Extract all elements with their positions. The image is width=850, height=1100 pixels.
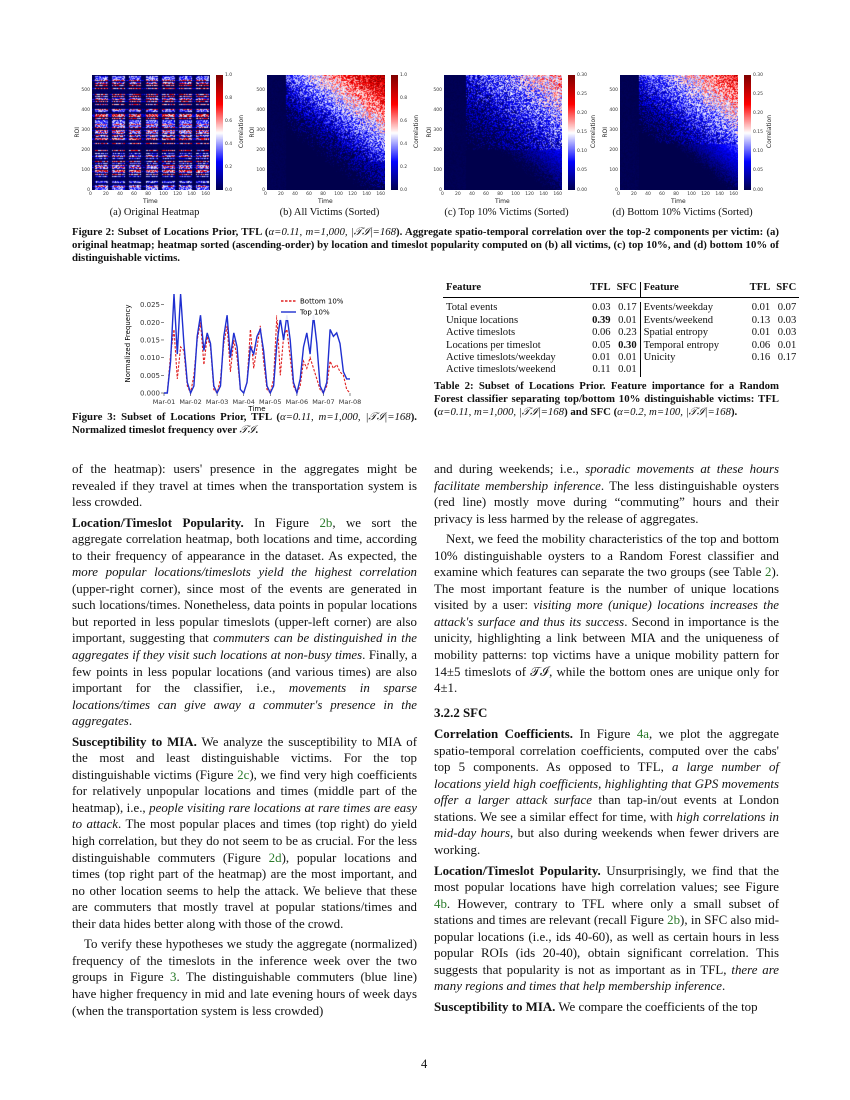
x-tick-label: 80	[145, 192, 151, 197]
x-tick-label: 0	[89, 192, 92, 197]
table-cell: 0.30	[614, 340, 641, 352]
text: movements in sparse locations/times can give away a commuter's presence in the aggregates	[72, 681, 418, 729]
y-tick-label: 200	[609, 147, 618, 153]
x-axis-label: Time	[495, 198, 510, 205]
figure-3	[72, 286, 417, 411]
caption-text: ). Aggregate spatio-temporal correlation over the top-2 components per victim: (a) original heatmap; heatmap sorted (ascending-order) by location and timeslot popularity computed on (b) all victims, (c) top 10%, and (d) bottom 10% of distinguishable victims.	[72, 226, 780, 265]
text: ). The most important feature is the number of unique locations visited by a user:	[434, 565, 779, 613]
column-header: SFC	[773, 282, 799, 298]
table-cell: 0.05	[592, 339, 611, 351]
paragraph	[72, 936, 417, 1019]
paragraph	[434, 461, 779, 527]
text: In Figure	[573, 727, 637, 742]
table-cell	[640, 364, 747, 376]
caption-text: Figure 2: Subset of Locations Prior, TFL (	[72, 226, 269, 238]
x-tick-label: 100	[159, 192, 168, 197]
x-tick-label: Mar-06	[285, 398, 309, 406]
colorbar-tick-label: 0.6	[225, 118, 233, 124]
colorbar-tick-label: 1.0	[225, 72, 233, 78]
table-row	[443, 352, 799, 364]
paragraph	[72, 515, 417, 730]
table-cell: Total events	[446, 302, 498, 314]
table-cell: Unicity	[643, 352, 676, 364]
colorbar-tick-label: 0.4	[225, 141, 233, 147]
caption-text: ℐ	[362, 226, 370, 238]
x-tick-label: 0	[264, 192, 267, 197]
y-tick-label: 200	[256, 147, 265, 153]
text: more popular locations/timeslots yield the highest correlation	[72, 565, 417, 580]
caption-text: .	[255, 424, 259, 437]
caption-text: α=0.11, m=1,000, |𝒯ℐ|=168	[279, 411, 411, 423]
x-tick-label: 120	[348, 192, 357, 197]
table-cell: Spatial entropy	[643, 327, 709, 339]
paragraph	[72, 734, 417, 933]
table-cell	[773, 364, 799, 376]
heatmap-panel-d	[600, 70, 772, 220]
colorbar-tick-label: 0.10	[577, 149, 588, 155]
x-tick-label: 40	[645, 192, 651, 197]
x-tick-label: 120	[525, 192, 534, 197]
colorbar-tick-label: 0.10	[753, 149, 764, 155]
table-cell: 0.13	[751, 314, 771, 326]
paragraph-heading: Susceptibility to MIA.	[72, 734, 197, 749]
y-tick-label: 300	[256, 127, 265, 133]
cross-reference-link[interactable]: 2d	[268, 850, 282, 865]
text: In Figure	[243, 515, 320, 530]
y-tick-label: 0	[439, 187, 442, 193]
column-header: TFL	[587, 282, 614, 298]
text: ), popular locations and times (top right part of the heatmap) are the most important, and no other location seems to help the attack. We believe that these are commuters that mostly travel at popular stations/times and their data hides better along with those of the crowd.	[72, 850, 417, 931]
heatmap-panel-c	[424, 70, 596, 220]
text: and during weekends; i.e.,	[434, 462, 586, 476]
text: We analyze the susceptibility to MIA of the most and least distinguishable victims. For the top distinguishable victims (Figure	[72, 734, 417, 782]
x-tick-label: 40	[469, 192, 475, 197]
heatmap-panel-b	[247, 70, 419, 220]
table-cell: 0.01	[777, 339, 797, 351]
y-tick-label: 500	[433, 87, 442, 93]
text: people visiting rare locations at rare times are easy to attack	[72, 800, 417, 832]
paragraph-heading: Location/Timeslot Popularity.	[434, 863, 601, 878]
x-tick-label: 140	[362, 192, 371, 197]
caption-text: Figure 3: Subset of Locations Prior, TFL (	[72, 411, 280, 423]
paragraph	[434, 999, 779, 1016]
x-tick-label: 60	[306, 192, 312, 197]
text: , but also during weekends when fewer drivers are working.	[434, 826, 779, 858]
y-tick-label: 0.015	[139, 336, 160, 345]
colorbar-tick-label: 0.15	[753, 130, 764, 135]
column-header: Feature	[640, 282, 747, 298]
y-axis-label: ROI	[249, 126, 256, 138]
x-tick-label: 140	[539, 192, 548, 197]
table-cell: 0.01	[751, 327, 771, 339]
x-tick-label: 20	[631, 192, 637, 197]
x-tick-label: 60	[659, 192, 665, 197]
colorbar-tick-label: 0.0	[225, 187, 233, 193]
y-axis-label: ROI	[426, 126, 433, 138]
x-axis-label: Time	[671, 198, 686, 205]
x-tick-label: 100	[511, 192, 520, 197]
colorbar-tick-label: 0.20	[577, 110, 588, 116]
paragraph	[434, 726, 779, 858]
y-tick-label: 0.005	[139, 371, 160, 380]
line-chart	[72, 286, 417, 411]
x-tick-label: 80	[497, 192, 503, 197]
x-tick-label: Mar-03	[205, 398, 229, 406]
x-tick-label: 40	[292, 192, 298, 197]
text: commuters can be distinguished in the aggregates if they visit such locations at non-busy times	[72, 631, 417, 663]
text: . Second in importance is the unicity, highlighting a link between MIA and the uniqueness of mobility patterns: top victims have a unique mobility pattern for 14±5 timeslots of 𝒯ℐ, while the bottom ones are unique only for 4±1.	[434, 614, 780, 696]
table-row	[443, 340, 799, 352]
y-tick-label: 200	[433, 147, 442, 153]
caption-text: ). Normalized timeslot frequency over	[72, 411, 417, 437]
caption-text: α=0.2, m=100, |𝒯ℐ|=168	[617, 406, 731, 419]
heatmap	[444, 75, 562, 190]
cross-reference-link[interactable]: 4b	[434, 896, 447, 911]
colorbar-tick-label: 0.0	[400, 187, 408, 193]
section-heading: 3.2.2 SFC	[434, 705, 488, 720]
colorbar-tick-label: 0.25	[753, 91, 764, 97]
x-tick-label: 40	[117, 192, 123, 197]
text: , we plot the aggregate spatio-temporal correlation coefficients, computed over the cabs' top 5 components. As opposed to TFL,	[434, 727, 780, 775]
x-tick-label: 140	[187, 192, 196, 197]
table-cell: Active timeslots/weekend	[446, 364, 556, 376]
table-cell: 0.17	[614, 302, 641, 314]
text: a large number of locations yield high coefficients, highlighting that GPS movements offer a larger attack surface	[434, 760, 779, 808]
colorbar-tick-label: 0.05	[577, 168, 588, 174]
text: sporadic movements at these hours facilitate membership inference	[434, 462, 779, 493]
table-header	[443, 282, 799, 298]
heatmap	[620, 75, 738, 190]
y-tick-label: 100	[433, 167, 442, 173]
y-tick-label: 300	[609, 127, 618, 133]
x-tick-label: Mar-02	[179, 398, 202, 406]
colorbar	[744, 75, 751, 190]
caption-text: ).	[730, 406, 738, 419]
y-tick-label: 500	[81, 87, 90, 93]
x-tick-label: Mar-01	[152, 398, 176, 406]
x-tick-label: 120	[701, 192, 710, 197]
heatmap-panel-a	[72, 70, 244, 220]
colorbar-tick-label: 0.00	[753, 187, 764, 193]
x-tick-label: 20	[455, 192, 461, 197]
colorbar-tick-label: 0.4	[400, 141, 408, 147]
x-tick-label: Mar-05	[259, 398, 282, 406]
table-cell: Unique locations	[446, 314, 519, 326]
y-tick-label: 0	[87, 187, 90, 193]
table-cell: 0.07	[777, 302, 797, 314]
heatmap	[92, 75, 210, 190]
text: . The distinguishable commuters (blue line) have higher frequency in mid and late evening hours of week days (when the transportation system is less crowded)	[72, 970, 417, 1018]
y-tick-label: 400	[81, 107, 90, 113]
x-tick-label: 60	[131, 192, 137, 197]
column-header: Feature	[443, 282, 587, 298]
colorbar	[391, 75, 398, 190]
text: .	[721, 979, 726, 994]
y-tick-label: 0.025	[139, 301, 160, 310]
colorbar-tick-label: 0.30	[753, 72, 764, 78]
text: of the heatmap): users' presence in the aggregates might be revealed if they travel at times when the transportation system is less crowded.	[72, 462, 417, 510]
text: visiting more (unique) locations increases the attack's surface and thus its success	[434, 598, 779, 629]
paragraph	[434, 863, 779, 995]
table-cell: 0.06	[592, 327, 611, 339]
table-2-caption	[434, 380, 779, 420]
x-tick-label: 0	[617, 192, 620, 197]
text: Next, we feed the mobility characteristics of the top and bottom 10% distinguishable oysters to a Random Forest classifier and examine which features can separate the two groups (see Table	[434, 532, 779, 580]
heatmap	[267, 75, 385, 190]
text: (upper-right corner), since most of the events are generated in such locations/times. Nonetheless, data points in popular locations but reported in less popular timeslots (upper-left corner) are also important, suggesting that	[72, 581, 417, 646]
paragraph-heading: Correlation Coefficients.	[434, 727, 574, 742]
y-tick-label: 400	[433, 107, 442, 113]
subfigure-caption: (a) Original Heatmap	[109, 207, 200, 218]
x-tick-label: 100	[687, 192, 696, 197]
table-cell: 0.01	[614, 364, 641, 376]
cross-reference-link[interactable]: 2c	[237, 767, 250, 782]
colorbar-tick-label: 0.2	[225, 164, 233, 170]
y-tick-label: 0	[262, 187, 265, 193]
y-tick-label: 400	[256, 107, 265, 113]
x-tick-label: Mar-04	[232, 398, 255, 406]
y-tick-label: 0.000	[139, 389, 160, 398]
y-tick-label: 100	[256, 167, 265, 173]
table-cell: Locations per timeslot	[446, 339, 541, 351]
x-tick-label: 80	[320, 192, 326, 197]
colorbar-tick-label: 1.0	[400, 72, 408, 78]
y-axis-label: ROI	[602, 126, 609, 138]
table-cell: Active timeslots	[446, 327, 516, 339]
paragraph	[434, 531, 779, 696]
x-tick-label: Mar-08	[338, 398, 362, 406]
paragraph	[72, 461, 417, 511]
page-number: 4	[421, 1057, 428, 1071]
text: high correlations in mid-day hours	[434, 809, 779, 841]
table-cell: 0.11	[592, 364, 611, 376]
figure-3-caption	[72, 411, 417, 437]
y-tick-label: 100	[81, 167, 90, 173]
x-tick-label: 120	[173, 192, 182, 197]
table-cell: 0.06	[751, 339, 771, 351]
table-cell: Events/weekend	[643, 314, 714, 326]
table-cell: 0.16	[751, 352, 771, 364]
table-cell: 0.17	[777, 352, 797, 364]
text: .	[128, 714, 133, 729]
x-tick-label: 0	[441, 192, 444, 197]
cross-reference-link[interactable]: 2b	[667, 913, 681, 928]
colorbar-tick-label: 0.8	[225, 95, 233, 101]
colorbar-tick-label: 0.05	[753, 168, 764, 174]
text: ), in SFC also mid-popular locations (i.e., ids 40-60), as well as certain hours in less popular ROIs (ids 20-40), obtain significant correlation. This suggests that popularity is not as important as in TFL,	[434, 913, 779, 977]
cross-reference-link[interactable]: 2	[765, 565, 772, 580]
x-tick-label: 160	[729, 192, 738, 197]
colorbar-tick-label: 0.8	[400, 95, 408, 101]
table-cell	[747, 364, 774, 376]
subfigure-caption: (b) All Victims (Sorted)	[279, 207, 380, 218]
x-axis-label: Time	[318, 198, 333, 205]
x-tick-label: 160	[201, 192, 210, 197]
series-line-bottom-10	[164, 315, 350, 393]
cross-reference-link[interactable]: 2b	[319, 515, 333, 530]
colorbar-tick-label: 0.2	[400, 164, 408, 170]
table-row	[443, 327, 799, 339]
x-tick-label: 160	[376, 192, 385, 197]
y-tick-label: 500	[256, 87, 265, 93]
x-tick-label: 20	[103, 192, 109, 197]
y-tick-label: 300	[433, 127, 442, 133]
y-tick-label: 200	[81, 147, 90, 153]
caption-text: α=0.11, m=1,000, |𝒯ℐ|=168	[437, 406, 565, 419]
y-tick-label: 100	[609, 167, 618, 173]
y-tick-label: 300	[81, 127, 90, 133]
left-column	[72, 461, 417, 1019]
y-tick-label: 0.010	[139, 354, 160, 363]
colorbar-tick-label: 0.6	[400, 118, 408, 124]
table-cell: 0.03	[777, 314, 797, 326]
colorbar-label: Correlation	[238, 114, 245, 148]
x-axis-label: Time	[248, 405, 266, 411]
text: We compare the coefficients of the top	[555, 999, 758, 1014]
table-cell: Active timeslots/weekday	[446, 352, 556, 364]
table-cell: 0.39	[592, 314, 611, 326]
text: Unsurprisingly, we find that the most popular locations have high correlation values; see Figure	[434, 863, 779, 895]
table-cell: Temporal entropy	[643, 339, 720, 351]
table-2	[443, 282, 799, 377]
colorbar-label: Correlation	[766, 114, 773, 148]
subfigure-caption: (d) Bottom 10% Victims (Sorted)	[612, 207, 753, 218]
colorbar-tick-label: 0.15	[577, 130, 588, 135]
legend-label: Top 10%	[300, 308, 330, 317]
paragraph-heading: Susceptibility to MIA.	[434, 999, 556, 1014]
table-cell: 0.01	[614, 352, 641, 364]
table-cell: Events/weekday	[643, 302, 714, 314]
y-tick-label: 0.020	[139, 318, 160, 327]
x-tick-label: Mar-07	[312, 398, 335, 406]
colorbar-tick-label: 0.00	[577, 187, 588, 193]
x-tick-label: 140	[715, 192, 724, 197]
y-axis-label: ROI	[74, 126, 81, 138]
x-tick-label: 60	[483, 192, 489, 197]
text: , we sort the aggregate correlation heatmap, both locations and time, according to their frequency of appearance in the dataset. As expected, the	[72, 515, 417, 563]
table-cell: 0.03	[777, 327, 797, 339]
caption-text: Table 2: Subset of Locations Prior. Feature importance for a Random Forest classifier separating top/bottom 10% distinguishable victims: TFL (	[434, 380, 779, 419]
table-cell: 0.01	[614, 315, 641, 327]
colorbar-tick-label: 0.20	[753, 110, 764, 116]
text: . The less distinguishable oysters (red line) mostly move during “commuting” hours and their privacy is less harmed by the release of aggregates.	[434, 478, 779, 526]
x-tick-label: 20	[278, 192, 284, 197]
table-row	[443, 364, 799, 376]
y-tick-label: 0	[615, 187, 618, 193]
y-axis-label: Normalized Frequency	[124, 304, 132, 383]
x-tick-label: 100	[334, 192, 343, 197]
table-row	[443, 302, 799, 314]
text: ), we find very high coefficients for relatively unpopular locations and times (middle part of the heatmap), i.e.,	[72, 767, 417, 815]
caption-text: |=168	[369, 226, 397, 238]
text: To verify these hypotheses we study the aggregate (normalized) frequency of the timeslots in the inference week over the two groups in Figure	[72, 937, 417, 985]
colorbar	[568, 75, 575, 190]
x-tick-label: 160	[553, 192, 562, 197]
cross-reference-link[interactable]: 4a	[636, 727, 650, 742]
table-row	[443, 315, 799, 327]
x-axis-label: Time	[143, 198, 158, 205]
colorbar-label: Correlation	[590, 114, 597, 148]
caption-text: 𝒯ℐ	[239, 424, 256, 437]
table-cell: 0.03	[592, 302, 611, 314]
colorbar-tick-label: 0.25	[577, 91, 588, 97]
paragraph-heading: Location/Timeslot Popularity.	[72, 515, 244, 530]
colorbar	[216, 75, 223, 190]
subfigure-caption: (c) Top 10% Victims (Sorted)	[444, 207, 569, 218]
figure-2-caption	[72, 226, 779, 266]
right-column	[434, 461, 779, 1020]
y-tick-label: 400	[609, 107, 618, 113]
legend-label: Bottom 10%	[300, 297, 344, 306]
table-cell: 0.23	[614, 327, 641, 339]
text: . The most popular places and times (top right) do yield high correlation, but they do not seem to be as crucial. For the less distinguishable commuters (Figure	[72, 817, 417, 865]
text: than tap-in/out events at London stations. We see a similar effect for time, with	[434, 793, 780, 824]
colorbar-tick-label: 0.30	[577, 72, 588, 78]
cross-reference-link[interactable]: 3	[170, 970, 177, 985]
text: . Finally, a few points in less popular locations (and various times) are also important for the classifier, i.e.,	[72, 648, 417, 696]
table-cell: 0.01	[592, 352, 611, 364]
column-header: TFL	[747, 282, 774, 298]
column-header: SFC	[614, 282, 641, 298]
text: . However, contrary to TFL where only a small subset of stations and times are relevant (recall Figure	[434, 896, 779, 928]
text: there are many regions and times that help membership inference	[434, 962, 779, 994]
caption-text: α=0.11, m=1,000, |𝒯	[268, 226, 362, 238]
caption-text: ) and SFC (	[564, 406, 618, 419]
colorbar-label: Correlation	[413, 114, 420, 148]
table-cell: 0.01	[751, 302, 771, 314]
x-tick-label: 80	[673, 192, 679, 197]
y-tick-label: 500	[609, 87, 618, 93]
